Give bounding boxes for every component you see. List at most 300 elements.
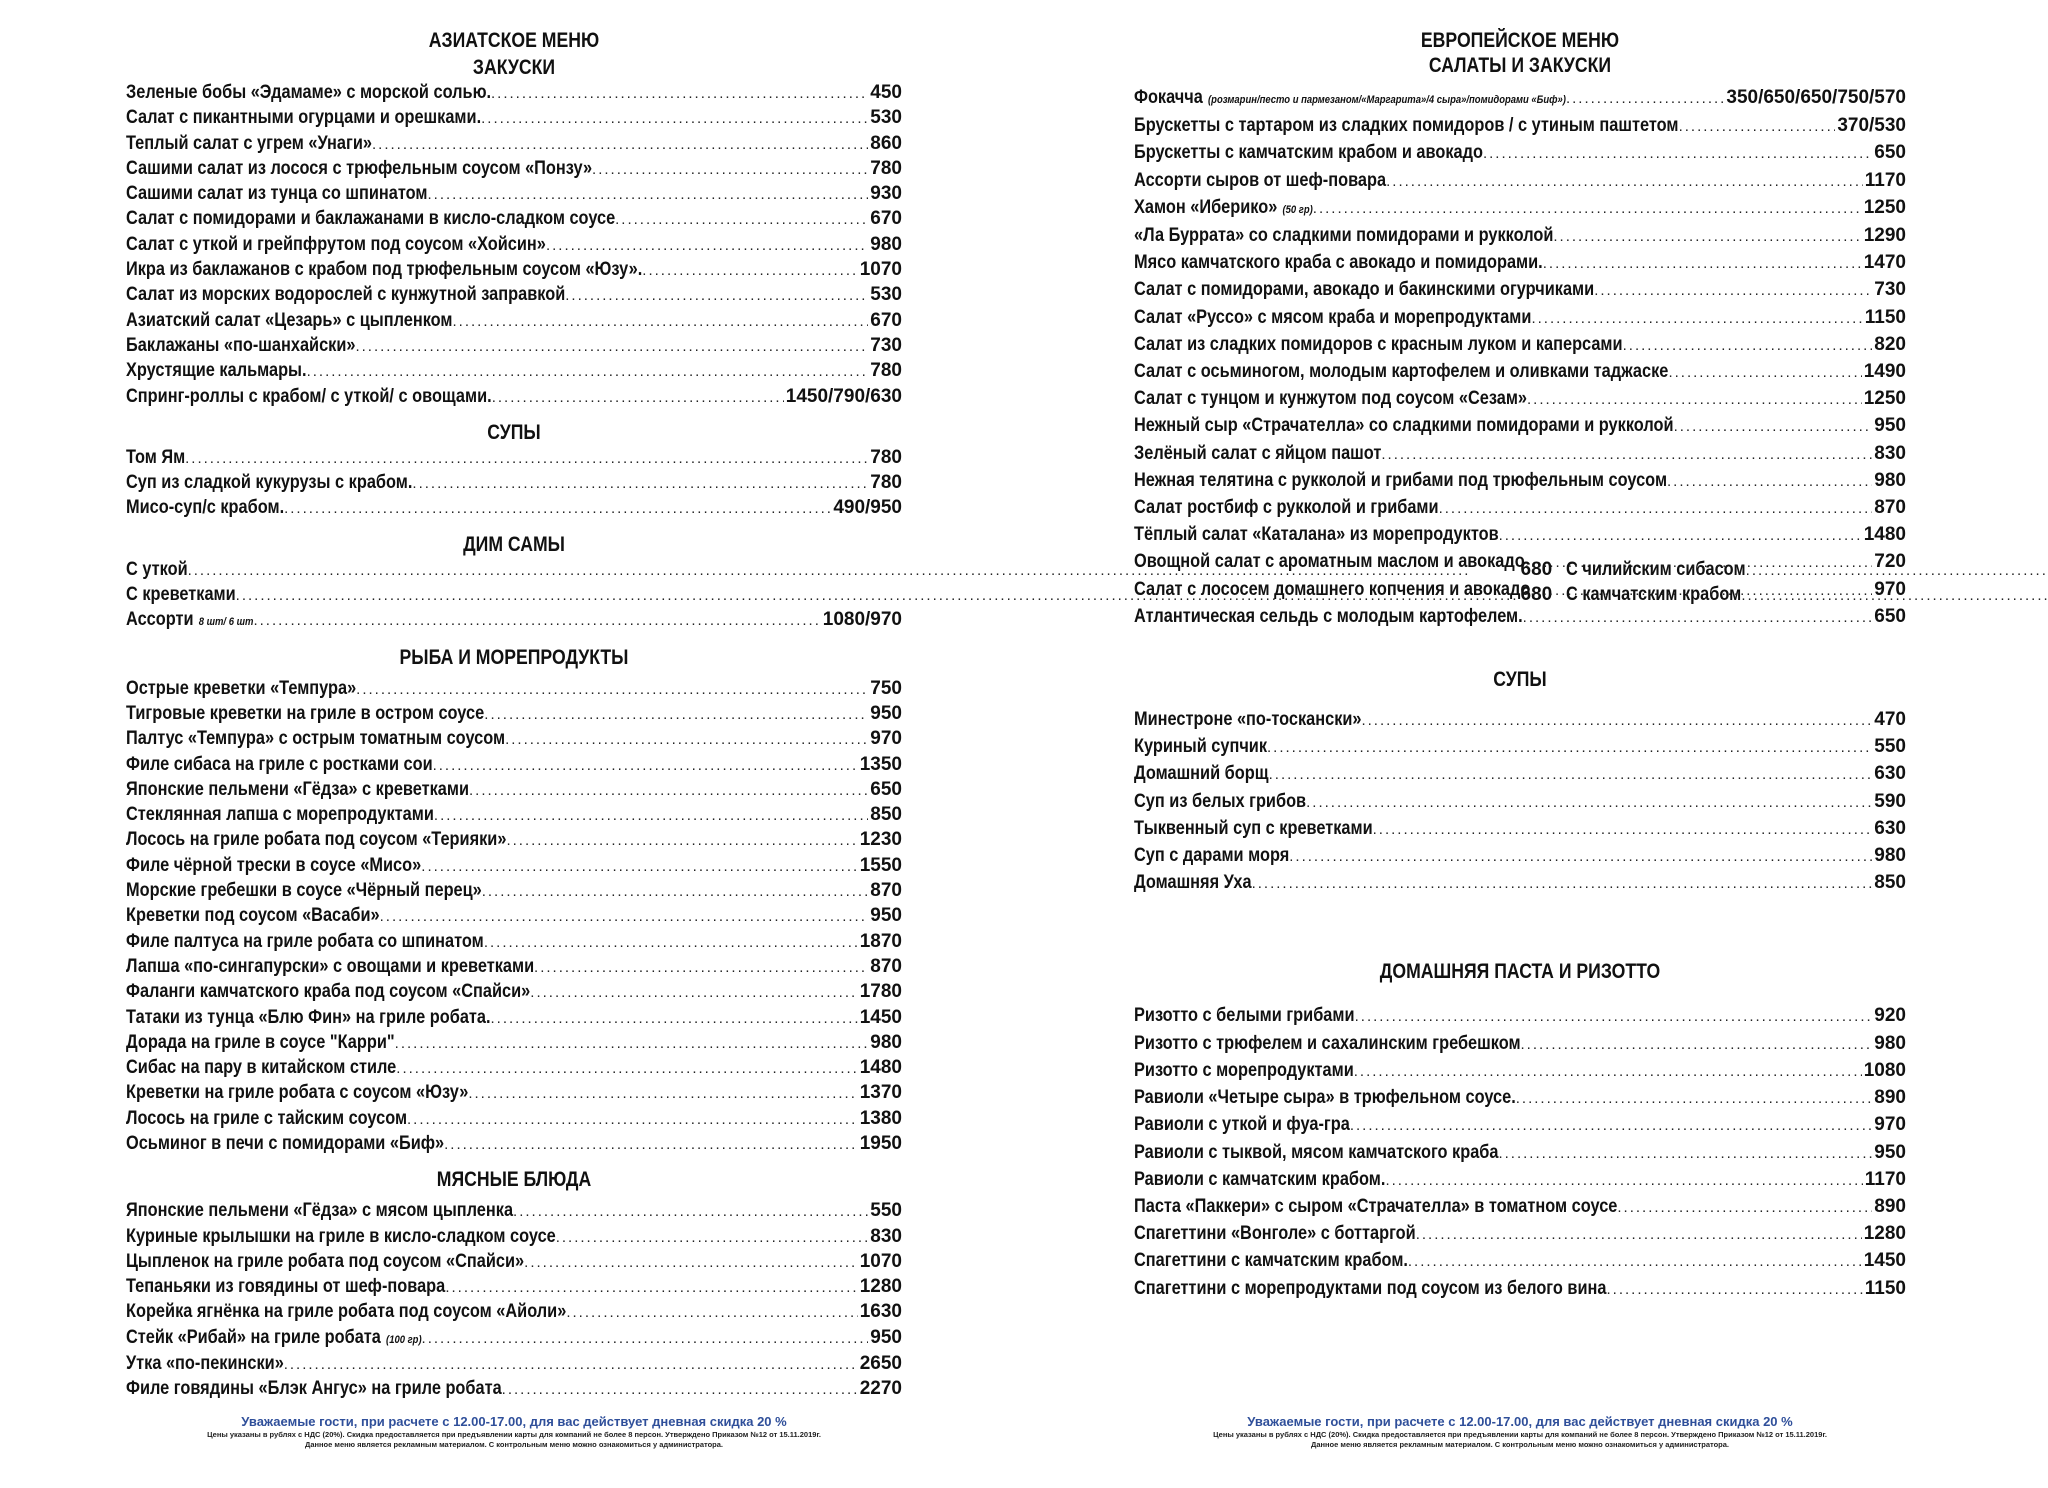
item-name: Ассорти сыров от шеф-повара	[1134, 169, 1387, 191]
item-price: 670	[870, 208, 902, 230]
item-price: 1080/970	[822, 609, 902, 631]
menu-item	[126, 1081, 902, 1106]
menu-item	[1134, 168, 1906, 195]
item-price: 970	[1874, 1114, 1906, 1136]
menu-item	[126, 496, 902, 521]
item-name: Тыквенный суп с креветками	[1134, 817, 1373, 839]
item-price: 1350	[859, 753, 902, 775]
item-name: Креветки под соусом «Васаби»	[126, 905, 380, 927]
item-price: 670	[870, 309, 902, 331]
menu-item	[1134, 577, 1906, 604]
item-name: Фаланги камчатского краба под соусом «Спайси»	[126, 981, 531, 1003]
item-price: 450	[870, 82, 902, 103]
item-price: 650	[1874, 142, 1906, 164]
menu-item	[1134, 305, 1906, 332]
leader-dots	[566, 1301, 857, 1325]
item-name: Равиоли с уткой и фуа-гра	[1134, 1114, 1350, 1136]
item-price: 1150	[1864, 1277, 1906, 1299]
leader-dots	[1617, 1195, 1872, 1221]
item-name: Атлантическая сельдь с молодым картофелем.	[1134, 605, 1523, 627]
item-price: 980	[1874, 1032, 1906, 1054]
leader-dots	[615, 208, 868, 232]
menu-item	[1134, 223, 1906, 250]
item-price: 1630	[859, 1301, 902, 1323]
item-price: 680	[1520, 584, 1553, 606]
item-price: 730	[1874, 279, 1906, 301]
item-name: С креветками	[126, 584, 236, 606]
item-name: Том Ям	[126, 446, 186, 468]
leader-dots	[1674, 414, 1873, 440]
leader-dots	[524, 1251, 858, 1275]
item-name: Японские пельмени «Гёдза» с мясом цыпленка	[126, 1200, 514, 1222]
item-price: 650	[1874, 605, 1906, 627]
item-price: 680	[1520, 558, 1553, 580]
menu-item	[1134, 386, 1906, 413]
legal-text: Данное меню является рекламным материалом. С контрольным меню можно ознакомиться у администратора.	[1310, 1440, 1730, 1449]
leader-dots	[482, 880, 869, 904]
item-price: 1080	[1863, 1059, 1906, 1081]
menu-item	[126, 334, 902, 359]
leader-dots	[534, 956, 868, 980]
menu-item	[126, 233, 902, 258]
item-name: Нежная телятина с рукколой и грибами под трюфельным соусом	[1134, 469, 1668, 491]
leader-dots	[284, 497, 831, 521]
item-name: Равиоли «Четыре сыра» в трюфельном соусе.	[1134, 1087, 1516, 1109]
leader-dots	[445, 1276, 857, 1300]
item-name: Теплый салат с угрем «Унаги»	[126, 132, 372, 154]
leader-dots	[1527, 387, 1862, 413]
item-name: Зелёный салат с яйцом пашот	[1134, 442, 1382, 464]
menu-item	[126, 1199, 902, 1224]
discount-notice: Уважаемые гости, при расчете с 12.00-17.00, для вас действует дневная скидка 20 %	[241, 1414, 787, 1429]
item-price: 820	[1874, 333, 1906, 355]
leader-dots	[592, 158, 868, 182]
item-price: 780	[870, 157, 902, 179]
menu-item	[126, 1056, 902, 1081]
legal-text: Данное меню является рекламным материалом. С контрольным меню можно ознакомиться у администратора.	[304, 1440, 724, 1449]
leader-dots	[546, 234, 868, 258]
item-name: Филе говядины «Блэк Ангус» на гриле робата	[126, 1378, 502, 1400]
item-note: (50 гр)	[1282, 203, 1313, 216]
menu-item	[126, 283, 902, 308]
leader-dots	[185, 447, 868, 471]
menu-item	[126, 879, 902, 904]
item-name: Салат из морских водорослей с кунжутной заправкой	[126, 284, 566, 306]
menu-item	[1134, 1112, 1906, 1139]
menu-item	[126, 446, 902, 471]
item-name: Морские гребешки в соусе «Чёрный перец»	[126, 880, 482, 902]
leader-dots	[407, 1108, 858, 1132]
leader-dots	[1606, 1277, 1862, 1303]
section-title: ДОМАШНЯЯ ПАСТА И РИЗОТТО	[1379, 960, 1661, 984]
item-name: Салат из сладких помидоров с красным луком и каперсами	[1134, 333, 1623, 355]
european-menu-page	[1134, 28, 1906, 1303]
leader-dots	[1679, 114, 1836, 140]
item-name: Филе сибаса на гриле с ростками сои	[126, 753, 433, 775]
menu-item	[1134, 761, 1906, 788]
leader-dots	[380, 905, 869, 929]
item-name: Дорада на гриле в соусе "Карри"	[126, 1031, 395, 1053]
item-name: Ассорти 8 шт/ 6 шт	[126, 609, 254, 631]
menu-item	[1134, 468, 1906, 495]
item-name: Осьминог в печи с помидорами «Биф»	[126, 1132, 445, 1154]
item-name: Овощной салат с ароматным маслом и авокадо	[1134, 551, 1525, 573]
item-name: Мисо-суп/с крабом.	[126, 497, 285, 519]
leader-dots	[505, 728, 868, 752]
leader-dots	[1269, 762, 1873, 788]
menu-item	[1134, 85, 1906, 113]
menu-item	[1134, 140, 1906, 167]
item-price: 1170	[1864, 169, 1906, 191]
leader-dots	[1530, 578, 1872, 604]
item-price: 950	[1874, 415, 1906, 437]
item-name: Цыпленок на гриле робата под соусом «Спайси»	[126, 1250, 525, 1272]
item-name: С камчатским крабом	[1566, 584, 1742, 606]
leader-dots	[1381, 442, 1872, 468]
item-name: Спагеттини с камчатским крабом.	[1134, 1250, 1408, 1272]
item-note: (100 гр)	[386, 1333, 422, 1346]
item-price: 860	[870, 132, 902, 154]
leader-dots	[1416, 1222, 1862, 1248]
leader-dots	[502, 1378, 858, 1402]
item-name: Сибас на пару в китайском стиле	[126, 1057, 397, 1079]
menu-section	[1134, 667, 1906, 897]
menu-item	[1134, 332, 1906, 359]
item-price: 630	[1874, 763, 1906, 785]
item-name: Утка «по-пекински»	[126, 1353, 284, 1375]
item-name: Корейка ягнёнка на гриле робата под соусом «Айоли»	[126, 1301, 567, 1323]
leader-dots	[444, 1133, 858, 1157]
leader-dots	[1483, 141, 1872, 167]
menu-item	[1134, 604, 1906, 631]
leader-dots	[1623, 333, 1873, 359]
menu-item	[126, 258, 902, 283]
item-price: 1480	[1863, 524, 1906, 546]
leader-dots	[530, 981, 857, 1005]
menu-item	[1134, 413, 1906, 440]
item-name: Куриный супчик	[1134, 736, 1268, 758]
leader-dots	[1289, 844, 1872, 870]
leader-dots	[1566, 86, 1724, 112]
menu-item	[1134, 816, 1906, 843]
menu-item	[126, 828, 902, 853]
item-name: Салат с помидорами, авокадо и бакинскими огурчиками	[1134, 279, 1595, 301]
item-price: 1070	[859, 259, 902, 281]
item-name: Лосось на гриле робата под соусом «Терияки»	[126, 829, 507, 851]
menu-item	[1134, 789, 1906, 816]
item-name: Азиатский салат «Цезарь» с цыпленком	[126, 309, 453, 331]
leader-dots	[1267, 735, 1872, 761]
section-title: ДИМ САМЫ	[463, 532, 565, 556]
menu-section	[1134, 959, 1906, 1302]
leader-dots	[1521, 1032, 1873, 1058]
leader-dots	[307, 360, 869, 384]
item-price: 920	[1874, 1005, 1906, 1027]
item-price: 950	[870, 702, 902, 724]
leader-dots	[1667, 469, 1872, 495]
leader-dots	[491, 1007, 858, 1031]
section-title: САЛАТЫ И ЗАКУСКИ	[1428, 54, 1612, 77]
item-name: Салат ростбиф с рукколой и грибами	[1134, 497, 1439, 519]
item-price: 2270	[859, 1378, 902, 1400]
menu-item	[1134, 549, 1906, 576]
item-price: 1450	[1863, 1250, 1906, 1272]
item-name: Салат с пикантными огурцами и орешками.	[126, 107, 482, 129]
menu-item	[1134, 1003, 1906, 1030]
item-price: 1230	[859, 829, 902, 851]
leader-dots	[492, 386, 784, 410]
leader-dots	[1354, 1059, 1862, 1085]
menu-item	[126, 106, 902, 131]
item-name: Японские пельмени «Гёдза» с креветками	[126, 778, 470, 800]
item-price: 1450	[859, 1006, 902, 1028]
menu-item	[126, 1006, 902, 1031]
menu-item	[1134, 1194, 1906, 1221]
item-note: (розмарин/песто и пармезаном/«Маргарита»/4 сыра»/помидорами «Биф»)	[1208, 94, 1566, 106]
leader-dots	[434, 804, 868, 828]
item-price: 950	[870, 1326, 902, 1348]
leader-dots	[356, 678, 868, 702]
leader-dots	[284, 1353, 858, 1377]
leader-dots	[1499, 523, 1862, 549]
menu-item	[1134, 495, 1906, 522]
item-price: 1380	[859, 1107, 902, 1129]
item-price: 550	[870, 1200, 902, 1222]
item-price: 1280	[859, 1276, 902, 1298]
menu-section	[126, 55, 902, 410]
leader-dots	[1306, 790, 1872, 816]
item-price: 370/530	[1837, 115, 1906, 137]
leader-dots	[484, 931, 858, 955]
item-name: Куриные крылышки на гриле в кисло-сладком соусе	[126, 1225, 556, 1247]
menu-item	[1134, 359, 1906, 386]
discount-notice: Уважаемые гости, при расчете с 12.00-17.00, для вас действует дневная скидка 20 %	[1247, 1414, 1793, 1429]
item-name: Домашний борщ	[1134, 763, 1269, 785]
menu-item	[1134, 250, 1906, 277]
leader-dots	[1355, 1004, 1873, 1030]
item-name: Брускетты с тартаром из сладких помидоров / с утиным паштетом	[1134, 115, 1679, 137]
item-price: 980	[1874, 469, 1906, 491]
item-name: Стеклянная лапша с морепродуктами	[126, 804, 434, 826]
menu-item	[126, 904, 902, 929]
item-name: Спринг-роллы с крабом/ с уткой/ с овощами.	[126, 385, 492, 407]
item-price: 630	[1874, 817, 1906, 839]
menu-item	[126, 1225, 902, 1250]
menu-item	[126, 778, 902, 803]
item-price: 870	[1874, 497, 1906, 519]
item-name: Хрустящие кальмары.	[126, 360, 307, 382]
item-price: 970	[870, 728, 902, 750]
leader-dots	[427, 183, 868, 207]
item-price: 730	[870, 334, 902, 356]
item-name: Ризотто с трюфелем и сахалинским гребешком	[1134, 1032, 1521, 1054]
leader-dots	[1668, 360, 1861, 386]
item-name: Зеленые бобы «Эдамаме» с морской солью.	[126, 82, 492, 103]
section-title: РЫБА И МОРЕПРОДУКТЫ	[399, 645, 629, 669]
item-name: «Ла Буррата» со сладкими помидорами и рукколой	[1134, 225, 1554, 247]
menu-item	[1134, 1085, 1906, 1112]
leader-dots	[1313, 196, 1862, 222]
section-title: СУПЫ	[487, 420, 541, 444]
menu-item	[1134, 441, 1906, 468]
item-name: Баклажаны «по-шанхайски»	[126, 334, 356, 356]
leader-dots	[1439, 496, 1873, 522]
menu-item	[1134, 1031, 1906, 1058]
item-price: 1870	[859, 930, 902, 952]
leader-dots	[433, 754, 858, 778]
item-price: 550	[1874, 736, 1906, 758]
item-name: Салат с тунцом и кунжутом под соусом «Сезам»	[1134, 388, 1528, 410]
item-price: 1070	[859, 1250, 902, 1272]
menu-item	[126, 157, 902, 182]
leader-dots	[1373, 817, 1873, 843]
menu-item	[126, 207, 902, 232]
item-price: 870	[870, 955, 902, 977]
item-price: 930	[870, 183, 902, 205]
item-price: 2650	[859, 1353, 902, 1375]
item-name: Лосось на гриле с тайским соусом	[126, 1107, 408, 1129]
menu-item	[126, 980, 902, 1005]
item-price: 1480	[859, 1057, 902, 1079]
menu-item	[126, 854, 902, 879]
item-price: 1370	[859, 1082, 902, 1104]
leader-dots	[452, 310, 868, 334]
leader-dots	[1523, 605, 1873, 631]
menu-item	[126, 385, 902, 410]
item-price: 890	[1874, 1087, 1906, 1109]
item-price: 780	[870, 360, 902, 382]
item-name: Салат с лососем домашнего копчения и авокадо	[1134, 578, 1531, 600]
menu-item	[126, 677, 902, 702]
item-price: 470	[1874, 709, 1906, 731]
menu-item	[126, 1326, 902, 1352]
item-price: 350/650/650/750/570	[1726, 87, 1906, 108]
footer	[1134, 1414, 1906, 1450]
item-name: Паста «Паккери» с сыром «Страчателла» в томатном соусе	[1134, 1195, 1618, 1217]
item-name: Лапша «по-сингапурски» с овощами и креветками	[126, 955, 535, 977]
legal-text: Цены указаны в рублях с НДС (20%). Скидка предоставляется при предъявлении карты для компаний не более 8 персон. Утверждено Приказом №12 от 15.11.2019г.	[1213, 1430, 1827, 1439]
item-price: 530	[870, 284, 902, 306]
leader-dots	[1525, 550, 1873, 576]
menu-item	[1134, 843, 1906, 870]
item-note: 8 шт/ 6 шт	[198, 616, 254, 629]
item-name: Тёплый салат «Каталана» из морепродуктов	[1134, 524, 1499, 546]
menu-section	[126, 645, 902, 1158]
item-price: 850	[870, 804, 902, 826]
menu-item	[1134, 1058, 1906, 1085]
item-name: Тигровые креветки на гриле в остром соусе	[126, 702, 485, 724]
item-name: Спагеттини с морепродуктами под соусом из белого вина	[1134, 1277, 1607, 1299]
item-name: Салат с помидорами и баклажанами в кисло-сладком соусе	[126, 208, 616, 230]
leader-dots	[395, 1032, 869, 1056]
menu-item	[126, 1250, 902, 1275]
item-name: Ризотто с белыми грибами	[1134, 1005, 1355, 1027]
item-price: 950	[870, 905, 902, 927]
leader-dots	[421, 855, 857, 879]
item-price: 1250	[1863, 196, 1906, 218]
item-name: Икра из баклажанов с крабом под трюфельным соусом «Юзу».	[126, 259, 643, 281]
item-price: 650	[870, 778, 902, 800]
leader-dots	[513, 1200, 868, 1224]
leader-dots	[1350, 1113, 1872, 1139]
section-title: ЗАКУСКИ	[472, 56, 556, 79]
leader-dots	[422, 1327, 869, 1351]
menu-item	[126, 955, 902, 980]
item-name: Равиоли с камчатским крабом.	[1134, 1168, 1386, 1190]
leader-dots	[1553, 224, 1861, 250]
leader-dots	[1408, 1249, 1862, 1275]
menu-item	[1134, 1140, 1906, 1167]
item-name: Филе палтуса на гриле робата со шпинатом	[126, 930, 484, 952]
leader-dots	[1516, 1086, 1873, 1112]
item-price: 780	[870, 446, 902, 468]
item-name: Татаки из тунца «Блю Фин» на гриле робата.	[126, 1006, 491, 1028]
menu-item	[1134, 1221, 1906, 1248]
item-name: Сашими салат из тунца со шпинатом	[126, 183, 428, 205]
item-price: 1150	[1864, 306, 1906, 328]
menu-item	[126, 1132, 902, 1157]
item-price: 780	[870, 472, 902, 494]
menu-item	[126, 1107, 902, 1132]
leader-dots	[1594, 278, 1872, 304]
item-price: 1250	[1863, 388, 1906, 410]
leader-dots	[565, 284, 868, 308]
menu-section	[126, 420, 902, 522]
item-price: 1950	[859, 1132, 902, 1154]
item-price: 1280	[1863, 1223, 1906, 1245]
item-name: Тепаньяки из говядины от шеф-повара	[126, 1276, 446, 1298]
section-title: СУПЫ	[1493, 668, 1547, 692]
item-price: 980	[1874, 845, 1906, 867]
item-price: 850	[1874, 872, 1906, 894]
item-price: 1290	[1863, 225, 1906, 247]
item-price: 1780	[859, 981, 902, 1003]
item-price: 830	[870, 1225, 902, 1247]
item-price: 970	[1874, 578, 1906, 600]
menu-item	[1134, 277, 1906, 304]
menu-item	[1134, 707, 1906, 734]
item-name: Минестроне «по-тоскански»	[1134, 709, 1362, 731]
menu-item	[126, 309, 902, 334]
menu-title: ЕВРОПЕЙСКОЕ МЕНЮ	[1420, 29, 1620, 52]
leader-dots	[484, 703, 868, 727]
item-name: Спагеттини «Вонголе» с боттаргой	[1134, 1223, 1416, 1245]
leader-dots	[412, 472, 868, 496]
menu-item	[1134, 113, 1906, 140]
item-name: С чилийским сибасом	[1566, 558, 1746, 580]
leader-dots	[491, 82, 868, 106]
leader-dots	[1498, 1141, 1872, 1167]
menu-item	[1134, 522, 1906, 549]
item-price: 530	[870, 107, 902, 129]
item-name: Филе чёрной трески в соусе «Мисо»	[126, 854, 422, 876]
item-price: 720	[1874, 551, 1906, 573]
item-name: Суп из белых грибов	[1134, 790, 1307, 812]
item-price: 1470	[1863, 252, 1906, 274]
item-name: Нежный сыр «Страчателла» со сладкими помидорами и рукколой	[1134, 415, 1674, 437]
menu-title: АЗИАТСКОЕ МЕНЮ	[428, 29, 600, 52]
leader-dots	[556, 1226, 869, 1250]
item-name: С уткой	[126, 558, 188, 580]
leader-dots	[396, 1057, 857, 1081]
leader-dots	[1361, 708, 1872, 734]
item-price: 1490	[1863, 361, 1906, 383]
leader-dots	[355, 335, 868, 359]
leader-dots	[1385, 1168, 1862, 1194]
item-name: Острые креветки «Темпура»	[126, 677, 357, 699]
leader-dots	[1543, 251, 1862, 277]
menu-item	[126, 727, 902, 752]
